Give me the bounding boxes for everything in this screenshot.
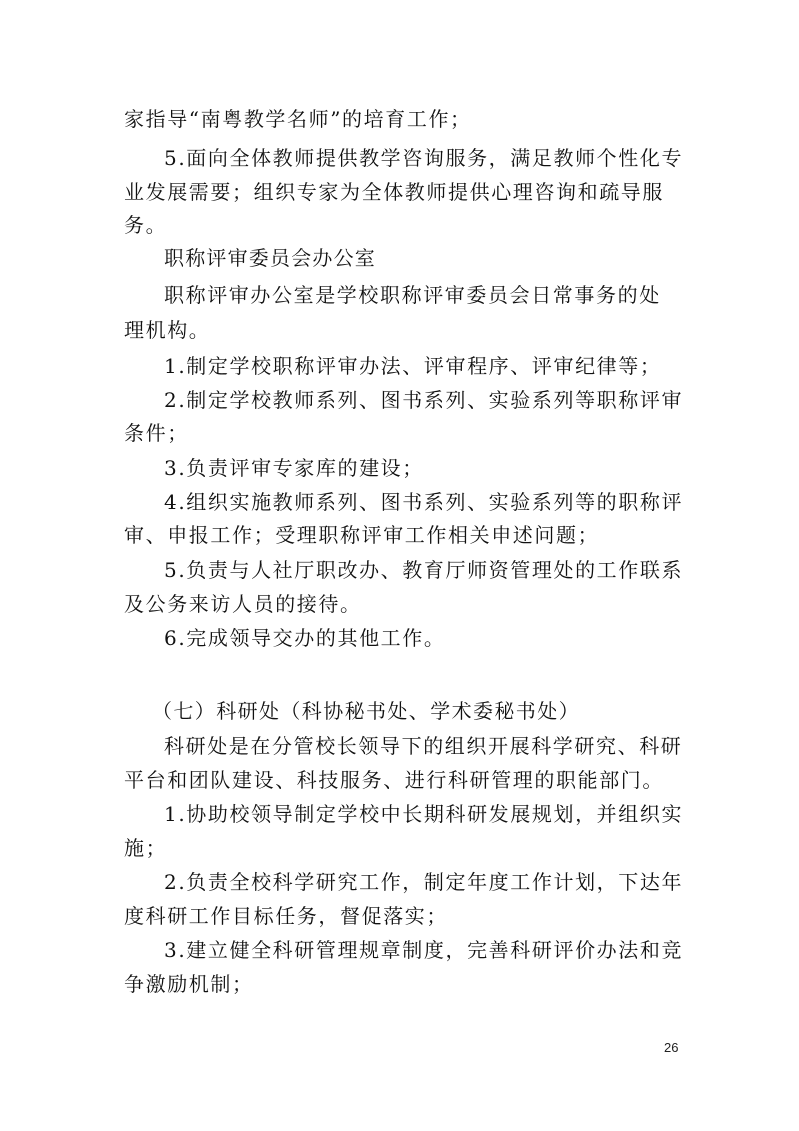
- text-line: 科研处是在分管校长领导下的组织开展科学研究、科研: [164, 734, 683, 758]
- text-line: 及公务来访人员的接待。: [124, 592, 362, 616]
- text-line: 审、申报工作；受理职称评审工作相关申述问题；: [124, 523, 600, 547]
- page-number: 26: [664, 1040, 679, 1055]
- section-subheading: 职称评审委员会办公室: [164, 246, 376, 270]
- text-line: 3.建立健全科研管理规章制度，完善科研评价办法和竞: [164, 938, 684, 962]
- text-line: 5.面向全体教师提供教学咨询服务，满足教师个性化专: [164, 146, 684, 170]
- text-line: 1.制定学校职称评审办法、评审程序、评审纪律等；: [164, 354, 662, 378]
- text-line: 条件；: [124, 421, 189, 445]
- text-line: 务。: [124, 213, 168, 237]
- text-line: 5.负责与人社厅职改办、教育厅师资管理处的工作联系: [164, 558, 684, 582]
- text-line: 2.负责全校科学研究工作，制定年度工作计划，下达年: [164, 870, 684, 894]
- text-line: 理机构。: [124, 318, 211, 342]
- text-line: 3.负责评审专家库的建设；: [164, 456, 424, 480]
- text-line: 平台和团队建设、科技服务、进行科研管理的职能部门。: [124, 768, 664, 792]
- section-heading: （七）科研处（科协秘书处、学术委秘书处）: [152, 699, 580, 723]
- text-line: 4.组织实施教师系列、图书系列、实验系列等的职称评: [164, 490, 684, 514]
- text-line: 6.完成领导交办的其他工作。: [164, 626, 446, 650]
- text-line: 业发展需要；组织专家为全体教师提供心理咨询和疏导服: [124, 180, 664, 204]
- text-line: 度科研工作目标任务，督促落实；: [124, 904, 448, 928]
- text-line: 施；: [124, 836, 168, 860]
- text-line: 争激励机制；: [124, 972, 254, 996]
- text-line: 家指导“南粤教学名师”的培育工作；: [124, 107, 472, 131]
- text-line: 1.协助校领导制定学校中长期科研发展规划，并组织实: [164, 802, 684, 826]
- text-line: 职称评审办公室是学校职称评审委员会日常事务的处: [164, 283, 661, 307]
- text-line: 2.制定学校教师系列、图书系列、实验系列等职称评审: [164, 388, 684, 412]
